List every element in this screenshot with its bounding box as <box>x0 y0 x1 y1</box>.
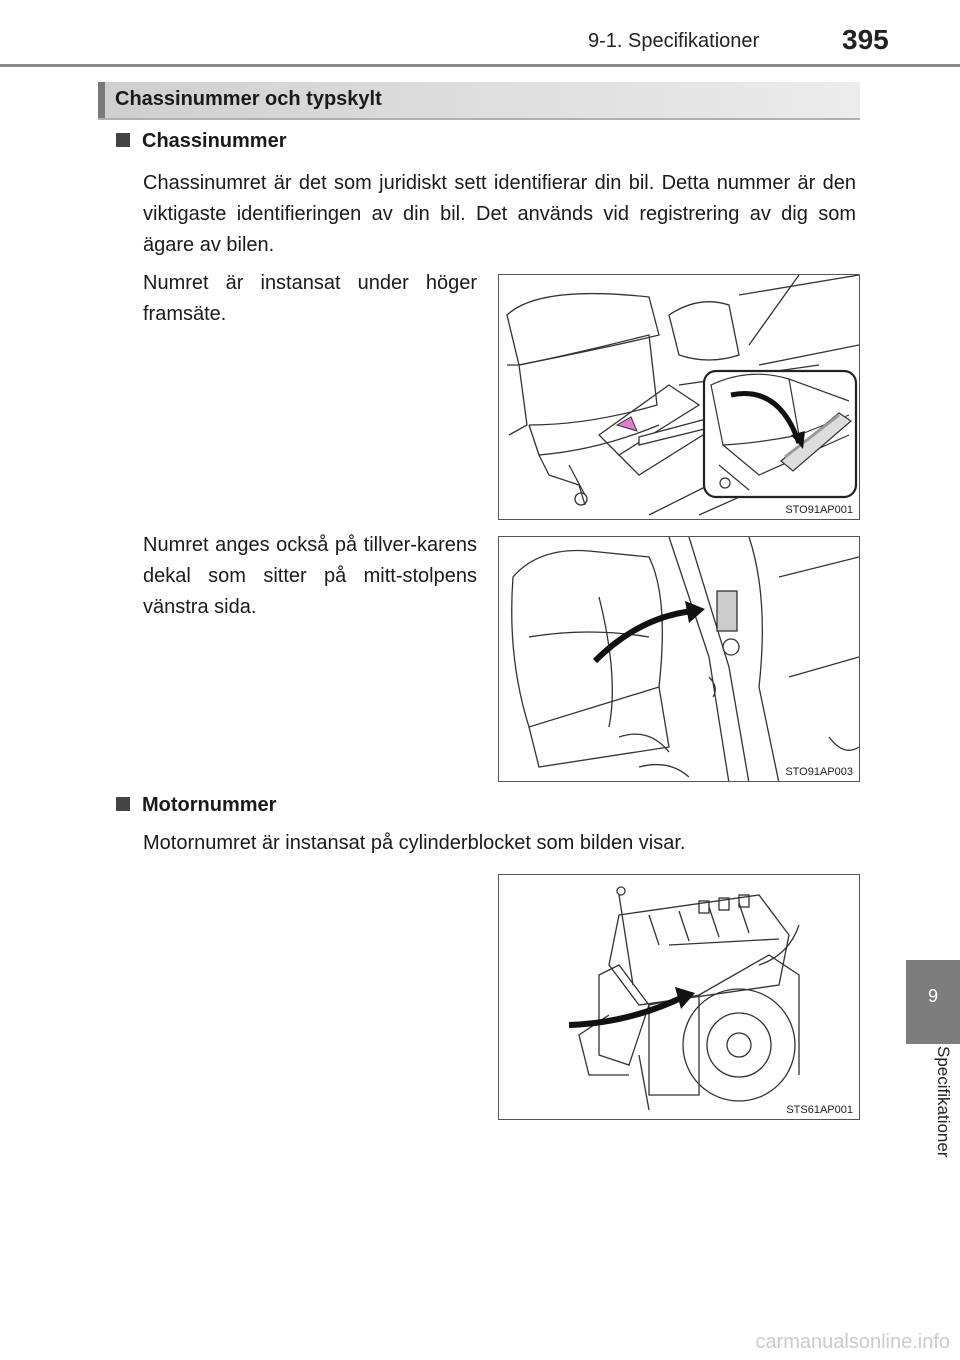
section-title-bar <box>98 82 860 120</box>
square-bullet-icon <box>116 797 130 811</box>
figure-code-2: STO91AP003 <box>785 766 853 778</box>
figure-code-1: STO91AP001 <box>785 504 853 516</box>
pillar-illustration <box>499 537 860 782</box>
motornummer-paragraph: Motornumret är instansat på cylinderblocket som bilden visar. <box>143 832 686 854</box>
watermark: carmanualsonline.info <box>755 1331 950 1353</box>
figure-pillar-label <box>498 536 860 782</box>
chapter-label-container <box>906 1046 960 1196</box>
figure-code-3: STS61AP001 <box>786 1104 853 1116</box>
figure-engine-number <box>498 874 860 1120</box>
subheading-motornummer <box>116 794 276 817</box>
seat-illustration <box>499 275 860 520</box>
page-number: 395 <box>842 24 889 55</box>
subheading-text: Chassinummer <box>142 130 287 152</box>
engine-illustration <box>499 875 860 1120</box>
subheading-chassinummer <box>116 130 287 153</box>
square-bullet-icon <box>116 133 130 147</box>
chapter-tab[interactable] <box>906 960 960 1044</box>
note-b-pillar-label: Numret anges också på tillver-karens dekal som sitter på mitt-stolpens vänstra sida. <box>143 534 477 618</box>
section-title: Chassinummer och typskylt <box>115 88 382 110</box>
title-accent <box>98 82 105 118</box>
section-header: 9-1. Specifikationer <box>588 30 760 52</box>
subheading-text: Motornummer <box>142 794 277 816</box>
figure-seat-chassis-number <box>498 274 860 520</box>
chassinummer-paragraph: Chassinumret är det som juridiskt sett identifierar din bil. Detta nummer är den viktigaste identifieringen av din bil. Det används vid registrering av dig som ägare av bilen. <box>143 172 856 256</box>
chapter-label: Specifikationer <box>934 1046 953 1158</box>
note-under-seat: Numret är instansat under höger framsäte. <box>143 272 477 325</box>
header-divider <box>0 64 960 67</box>
chapter-number: 9 <box>927 986 938 1006</box>
